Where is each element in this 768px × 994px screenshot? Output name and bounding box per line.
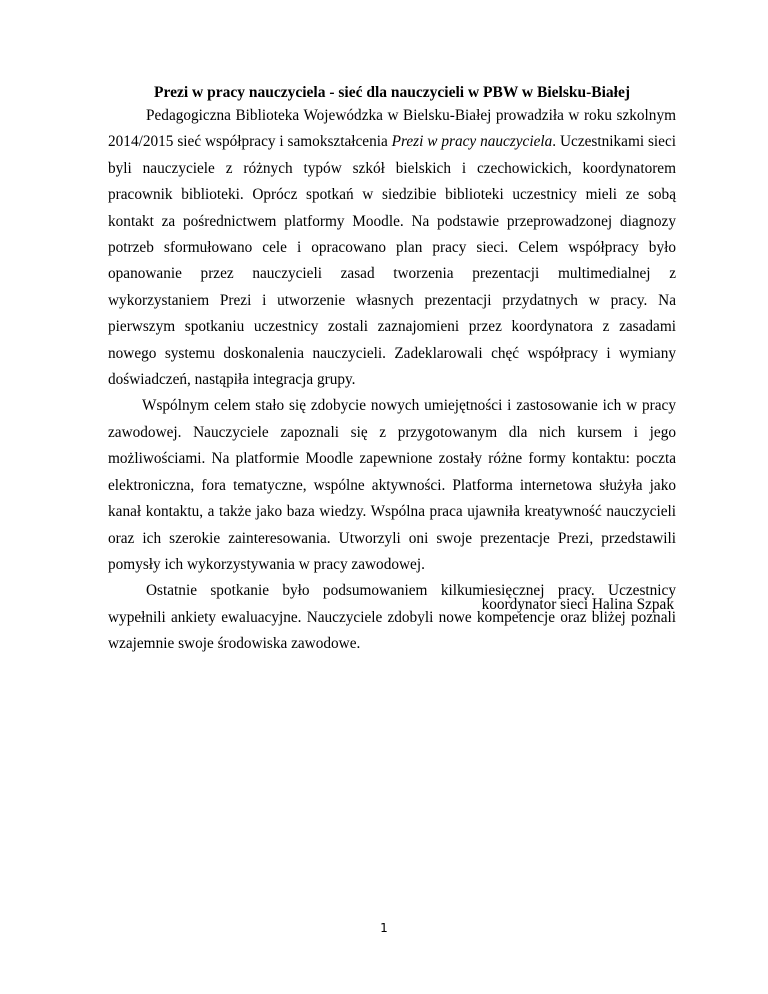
program-name-italic: Prezi w pracy nauczyciela	[391, 133, 553, 151]
paragraph-3: Ostatnie spotkanie było podsumowaniem kilkumiesięcznej pracy. Uczestnicy wypełnili ankiety ewaluacyjne. Nauczyciele zdobyli nowe kompetencje oraz bliżej poznali wzajemnie swoje środowiska zawodowe.	[108, 582, 676, 653]
document-title: Prezi w pracy nauczyciela - sieć dla nauczycieli w PBW w Bielsku-Białej	[154, 84, 630, 101]
signature: koordynator sieci Halina Szpak	[481, 596, 674, 613]
paragraph-1-text-start: Pedagogiczna Biblioteka Wojewódzka w Bielsku-Białej prowadziła w roku szkolnym 2014/2015 sieć współpracy i samokształcenia	[108, 107, 676, 151]
paragraph-2: Wspólnym celem stało się zdobycie nowych umiejętności i zastosowanie ich w pracy zawodowej. Nauczyciele zapoznali się z przygotowanym dla nich kursem i jego możliwościami. Na platformie Moodle zapewnione zostały różne formy kontaktu: poczta elektroniczna, fora tematyczne, wspólne aktywności. Platforma internetowa służyła jako kanał kontaktu, a także jako baza wiedzy. Wspólna praca ujawniła kreatywność nauczycieli oraz ich szerokie zainteresowania. Utworzyli oni swoje prezentacje Prezi, przedstawili pomysły ich wykorzystywania w pracy zawodowej.	[108, 397, 676, 573]
document-body	[108, 103, 676, 658]
page-number: 1	[380, 921, 388, 935]
paragraph-1-text-end: . Uczestnikami sieci byli nauczyciele z różnych typów szkół bielskich i czechowickich, koordynatorem pracownik biblioteki. Oprócz spotkań w siedzibie biblioteki uczestnicy mieli ze sobą kontakt za pośrednictwem platformy Moodle. Na podstawie przeprowadzonej diagnozy potrzeb sformułowano cele i opracowano plan pracy sieci. Celem współpracy było opanowanie przez nauczycieli zasad tworzenia prezentacji multimedialnej z wykorzystaniem Prezi i utworzenie własnych prezentacji przydatnych w pracy. Na pierwszym spotkaniu uczestnicy zostali zaznajomieni przez koordynatora z zasadami nowego systemu doskonalenia nauczycieli. Zadeklarowali chęć współpracy i wymiany doświadczeń, nastąpiła integracja grupy.	[108, 133, 677, 389]
paragraph-1	[108, 103, 676, 393]
